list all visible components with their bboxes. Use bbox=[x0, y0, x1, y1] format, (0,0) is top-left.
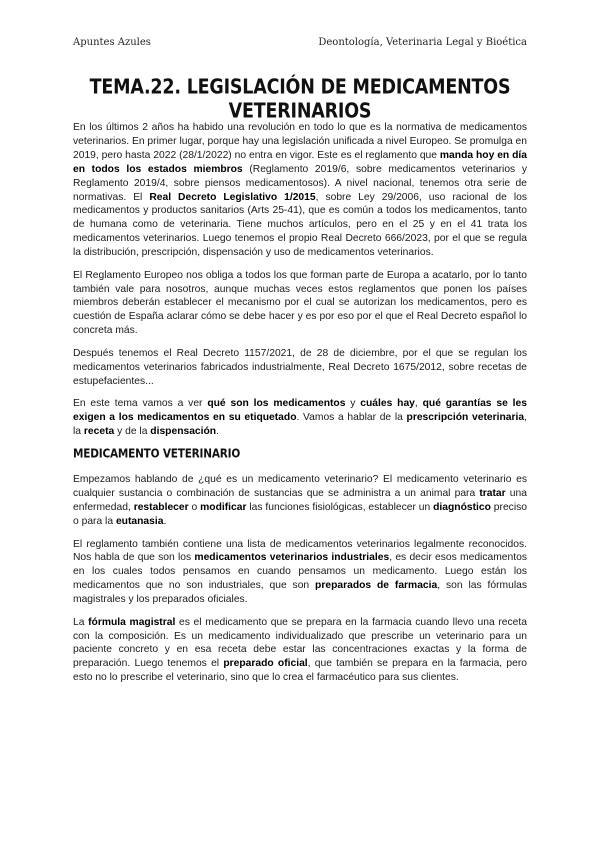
paragraph-2: El Reglamento Europeo nos obliga a todos los que forman parte de Europa a acatarlo, por lo tanto también vale para nosotros, aunque muchas veces estos reglamentos que ponen los países miembros deberán establecer el mecanismo por el cual se autorizan los medicamentos, pero es cuestión de España aclarar cómo se debe hacer y es por eso por el que el Real Decreto español lo concreta más. bbox=[73, 269, 527, 337]
paragraph-4: En este tema vamos a ver qué son los medicamentos y cuáles hay, qué garantías se les exigen a los medicamentos en su etiquetado. Vamos a hablar de la prescripción veterinaria, la receta y de la dispensación. bbox=[73, 398, 527, 437]
header-right: Deontología, Veterinaria Legal y Bioética bbox=[318, 37, 527, 48]
running-header bbox=[73, 37, 527, 48]
paragraph-7: La fórmula magistral es el medicamento que se prepara en la farmacia cuando llevo una receta con la composición. Es un medicamento individualizado que prescribe un veterinario para un paciente concreto y en esa receta debe estar las concentraciones exactas y la forma de preparación. Luego tenemos el preparado oficial, que también se prepara en la farmacia, pero esto no lo prescribe el veterinario, sino que lo crea el farmacéutico para sus clientes. bbox=[73, 616, 527, 684]
page-title: TEMA.22. LEGISLACIÓN DE MEDICAMENTOS VETERINARIOS bbox=[89, 76, 511, 124]
header-left: Apuntes Azules bbox=[73, 37, 151, 48]
section-heading: MEDICAMENTO VETERINARIO bbox=[73, 447, 241, 462]
paragraph-5: Empezamos hablando de ¿qué es un medicamento veterinario? El medicamento veterinario es cualquier sustancia o combinación de sustancias que se administra a un animal para tratar una enfermedad, restablecer o modificar las funciones fisiológicas, establecer un diagnóstico preciso o para la eutanasia. bbox=[73, 474, 527, 528]
document-body bbox=[73, 121, 527, 694]
paragraph-1: En los últimos 2 años ha habido una revolución en todo lo que es la normativa de medicamentos veterinarios. En primer lugar, porque hay una legislación unificada a nivel Europeo. Se promulga en 2019, pero hasta 2022 (28/1/2022) no entra en vigor. Este es el reglamento que manda hoy en día en todos los estados miembros (Reglamento 2019/6, sobre medicamentos veterinarios y Reglamento 2019/4, sobre piensos medicamentosos). A nivel nacional, tenemos otra serie de normativas. El Real Decreto Legislativo 1/2015, sobre Ley 29/2006, uso racional de los medicamentos y productos sanitarios (Arts 25-41), que es común a todos los medicamentos, tanto de humana como de veterinaria. Tiene muchos artículos, pero en el 25 y en el 41 trata los medicamentos veterinarios. Luego tenemos el propio Real Decreto 666/2023, por el que se regula la distribución, prescripción, dispensación y uso de medicamentos veterinarios. bbox=[73, 122, 527, 259]
paragraph-6: El reglamento también contiene una lista de medicamentos veterinarios legalmente reconocidos. Nos habla de que son los medicamentos veterinarios industriales, es decir esos medicamentos en los cuales todos pensamos en cuando pensamos un medicamento. Luego están los medicamentos que no son industriales, que son preparados de farmacia, son las fórmulas magistrales y los preparados oficiales. bbox=[73, 538, 527, 606]
paragraph-3: Después tenemos el Real Decreto 1157/2021, de 28 de diciembre, por el que se regulan los medicamentos veterinarios fabricados industrialmente, Real Decreto 1675/2012, sobre recetas de estupefacientes... bbox=[73, 347, 527, 387]
